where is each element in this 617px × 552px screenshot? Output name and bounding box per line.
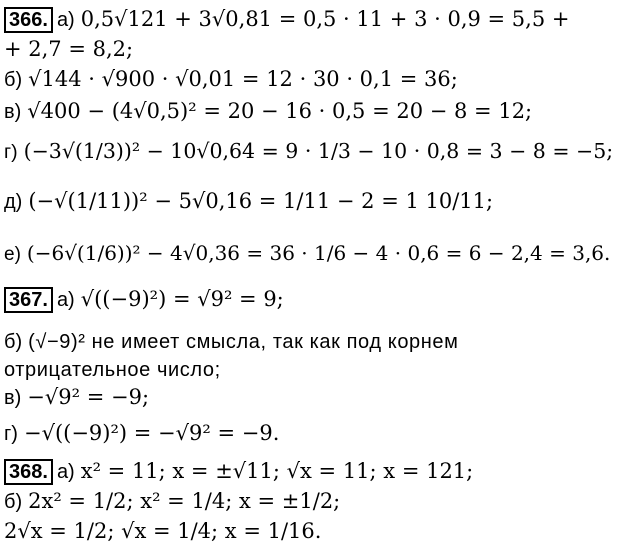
problem-366-line-b bbox=[4, 66, 458, 93]
math-expression: x² = 11; x = ±√11; √x = 11; x = 121; bbox=[80, 459, 474, 483]
problem-366-line-d bbox=[4, 188, 493, 215]
problem-368-line-b bbox=[4, 488, 340, 515]
problem-367-line-a bbox=[4, 286, 284, 313]
problem-366-line-e bbox=[4, 240, 610, 268]
math-expression: −√((−9)²) = −√9² = −9. bbox=[23, 421, 280, 445]
math-expression: √400 − (4√0,5)² = 20 − 16 · 0,5 = 20 − 8 = 12; bbox=[27, 99, 533, 123]
math-expression: (−6√(1/6))² − 4√0,36 = 36 · 1/6 − 4 · 0,6 = 6 − 2,4 = 3,6. bbox=[26, 241, 611, 265]
item-label: в) bbox=[4, 101, 22, 123]
problem-number-368: 368. bbox=[4, 459, 53, 485]
math-expression: + 2,7 = 8,2; bbox=[4, 37, 134, 61]
math-expression: 0,5√121 + 3√0,81 = 0,5 · 11 + 3 · 0,9 = 5,5 + bbox=[80, 7, 570, 31]
math-expression: 2√x = 1/2; √x = 1/4; x = 1/16. bbox=[4, 519, 322, 543]
problem-366-line-v bbox=[4, 98, 532, 125]
item-label: г) bbox=[4, 141, 18, 163]
item-label: д) bbox=[4, 191, 23, 213]
text-expression: отрицательное число; bbox=[4, 359, 221, 381]
item-label: а) bbox=[56, 289, 75, 311]
item-label: в) bbox=[4, 387, 22, 409]
problem-number-367: 367. bbox=[4, 287, 53, 313]
text-expression: (√−9)² не имеет смысла, так как под корнем bbox=[28, 331, 459, 353]
problem-367-line-b-cont bbox=[4, 356, 221, 383]
item-label: б) bbox=[4, 331, 23, 353]
problem-366-line-a-cont bbox=[4, 36, 133, 62]
math-expression: (−√(1/11))² − 5√0,16 = 1/11 − 2 = 1 10/11; bbox=[28, 189, 494, 213]
item-label: г) bbox=[4, 423, 18, 445]
problem-366-line-g bbox=[4, 138, 613, 165]
math-expression: √((−9)²) = √9² = 9; bbox=[80, 287, 284, 311]
item-label: а) bbox=[56, 461, 75, 483]
math-expression: (−3√(1/3))² − 10√0,64 = 9 · 1/3 − 10 · 0,8 = 3 − 8 = −5; bbox=[23, 139, 614, 163]
problem-368-line-a bbox=[4, 458, 473, 485]
problem-367-line-g bbox=[4, 420, 279, 447]
math-expression: −√9² = −9; bbox=[27, 385, 150, 409]
item-label: а) bbox=[56, 9, 75, 31]
math-expression: 2x² = 1/2; x² = 1/4; x = ±1/2; bbox=[28, 489, 341, 513]
item-label: б) bbox=[4, 491, 23, 513]
item-label: б) bbox=[4, 69, 23, 91]
item-label: е) bbox=[4, 244, 21, 265]
problem-number-366: 366. bbox=[4, 7, 53, 33]
problem-366-line-a bbox=[4, 6, 569, 33]
problem-367-line-b bbox=[4, 328, 458, 355]
math-expression: √144 · √900 · √0,01 = 12 · 30 · 0,1 = 36; bbox=[28, 67, 458, 91]
problem-368-line-b-cont bbox=[4, 518, 321, 544]
problem-367-line-v bbox=[4, 384, 149, 411]
